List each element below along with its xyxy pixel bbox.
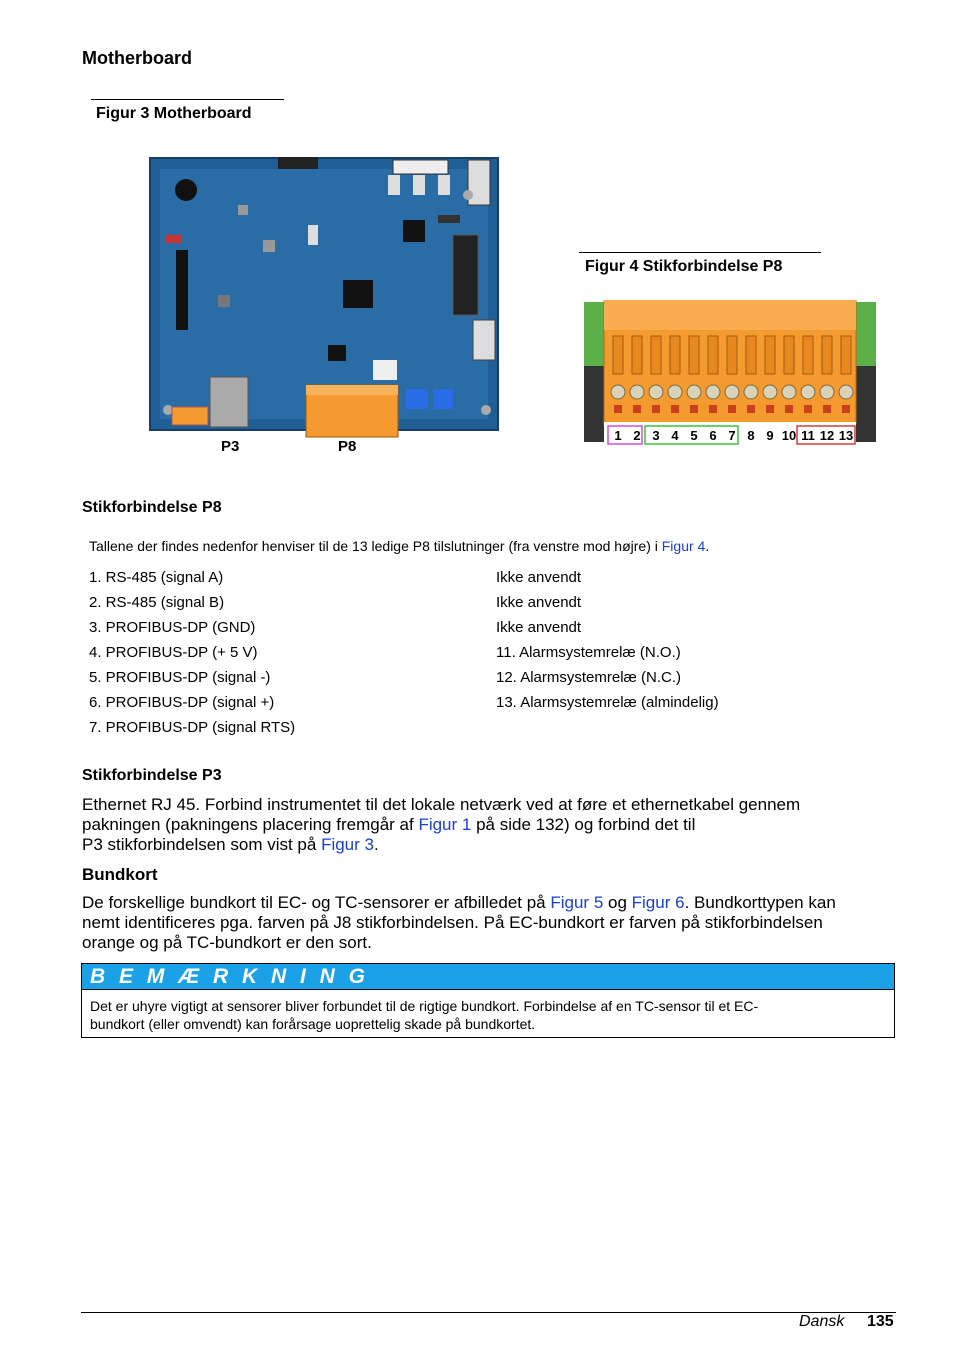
pin-number: 4 — [671, 428, 679, 443]
pin-slot — [670, 336, 680, 374]
pin-screw — [839, 385, 853, 399]
pin-hole — [842, 405, 850, 413]
list-item: 12. Alarmsystemrelæ (N.C.) — [496, 669, 682, 686]
list-item: 11. Alarmsystemrelæ (N.O.) — [496, 644, 681, 661]
pin-slot — [841, 336, 851, 374]
pin-slot — [746, 336, 756, 374]
list-item: 2. RS-485 (signal B) — [89, 594, 225, 611]
pin-number: 2 — [633, 428, 641, 443]
list-item: 7. PROFIBUS-DP (signal RTS) — [89, 719, 296, 736]
link-figur-6[interactable]: Figur 6 — [631, 893, 685, 912]
section-heading-bundkort: Bundkort — [82, 865, 158, 884]
p8-pin-list-right — [496, 569, 719, 719]
list-item: 13. Alarmsystemrelæ (almindelig) — [496, 694, 719, 711]
pin-slot — [689, 336, 699, 374]
pin-hole — [633, 405, 641, 413]
section-heading-p8: Stikforbindelse P8 — [82, 499, 222, 516]
pin-screw — [649, 385, 663, 399]
pin-hole — [614, 405, 622, 413]
link-figur-3[interactable]: Figur 3 — [321, 835, 374, 854]
note-box — [81, 963, 895, 1038]
bundkort-line-1: De forskellige bundkort til EC- og TC-sensorer er afbilledet på Figur 5 og Figur 6. Bundkorttypen kan — [82, 893, 836, 912]
p3-line-3: P3 stikforbindelsen som vist på Figur 3. — [82, 835, 379, 854]
pin-slot — [765, 336, 775, 374]
pin-screw — [687, 385, 701, 399]
pin-number: 3 — [652, 428, 660, 443]
pin-number: 11 — [801, 428, 815, 443]
note-body — [82, 990, 894, 1033]
list-item: 4. PROFIBUS-DP (+ 5 V) — [89, 644, 258, 661]
section-heading-p3: Stikforbindelse P3 — [82, 767, 222, 784]
list-item: Ikke anvendt — [496, 594, 582, 611]
list-item: 6. PROFIBUS-DP (signal +) — [89, 694, 275, 711]
link-figur-4[interactable]: Figur 4 — [661, 538, 706, 554]
fig3-caption-rule — [91, 99, 284, 100]
pin-number: 12 — [819, 428, 835, 443]
pin-screw — [668, 385, 682, 399]
pin-number: 7 — [728, 428, 736, 443]
link-figur-5[interactable]: Figur 5 — [550, 893, 604, 912]
pin-slot — [822, 336, 832, 374]
list-item: 3. PROFIBUS-DP (GND) — [89, 619, 256, 636]
pin-number: 13 — [838, 428, 854, 443]
footer-language: Dansk — [799, 1313, 845, 1330]
pin-slot — [784, 336, 794, 374]
fig3-caption: Figur 3 Motherboard — [96, 105, 252, 122]
bundkort-paragraph — [82, 893, 902, 953]
pin-hole — [652, 405, 660, 413]
fig4-caption: Figur 4 Stikforbindelse P8 — [585, 258, 783, 275]
note-line-1: Det er uhyre vigtigt at sensorer bliver forbundet til de rigtige bundkort. Forbindelse af en TC-sensor til et EC- — [90, 998, 759, 1014]
pin-hole — [690, 405, 698, 413]
pin-screw — [725, 385, 739, 399]
pin-screw — [630, 385, 644, 399]
pin-screw — [744, 385, 758, 399]
bundkort-line-3: orange og på TC-bundkort er den sort. — [82, 933, 372, 952]
pin-hole — [804, 405, 812, 413]
section-heading-motherboard: Motherboard — [82, 48, 192, 68]
pin-screw — [782, 385, 796, 399]
p8-intro-end: . — [705, 538, 710, 554]
pin-hole — [728, 405, 736, 413]
page-number: 135 — [867, 1313, 894, 1330]
pin-slot — [803, 336, 813, 374]
pin-hole — [823, 405, 831, 413]
p3-line-2: pakningen (pakningens placering fremgår af Figur 1 på side 132) og forbind det til — [82, 815, 696, 834]
label-p8: P8 — [338, 438, 357, 455]
pin-hole — [709, 405, 717, 413]
p8-intro-text: Tallene der findes nedenfor henviser til de 13 ledige P8 tilslutninger (fra venstre mod højre) i — [89, 538, 662, 554]
pin-screw — [763, 385, 777, 399]
fig4-caption-rule — [579, 252, 821, 253]
pin-screw — [801, 385, 815, 399]
p8-intro — [89, 538, 709, 554]
list-item: 5. PROFIBUS-DP (signal -) — [89, 669, 271, 686]
p3-paragraph — [82, 795, 902, 855]
pin-slot — [651, 336, 661, 374]
pin-slot — [613, 336, 623, 374]
pin-screw — [706, 385, 720, 399]
pin-number: 1 — [614, 428, 622, 443]
pin-number: 5 — [690, 428, 698, 443]
pin-hole — [785, 405, 793, 413]
pin-screw — [820, 385, 834, 399]
bundkort-line-2: nemt identificeres pga. farven på J8 stikforbindelsen. På EC-bundkort er farven på stikforbindelsen — [82, 913, 823, 932]
label-p3: P3 — [221, 438, 240, 455]
p8-pin-list-left — [89, 569, 295, 744]
footer-rule — [81, 1312, 896, 1313]
list-item: Ikke anvendt — [496, 569, 582, 586]
pin-slot — [708, 336, 718, 374]
pin-screw — [611, 385, 625, 399]
pin-hole — [747, 405, 755, 413]
pin-number: 10 — [781, 428, 797, 443]
pin-number: 6 — [709, 428, 717, 443]
note-line-2: bundkort (eller omvendt) kan forårsage uoprettelig skade på bundkortet. — [90, 1016, 536, 1032]
pin-slot — [727, 336, 737, 374]
p3-line-1: Ethernet RJ 45. Forbind instrumentet til det lokale netværk ved at føre et ethernetkabel gennem — [82, 795, 801, 814]
note-title: B E M Æ R K N I N G — [82, 964, 894, 990]
pin-slot — [632, 336, 642, 374]
motherboard-image — [148, 155, 500, 455]
pin-number: 9 — [766, 428, 774, 443]
pin-number: 8 — [747, 428, 755, 443]
list-item: Ikke anvendt — [496, 619, 582, 636]
pin-hole — [671, 405, 679, 413]
list-item: 1. RS-485 (signal A) — [89, 569, 224, 586]
pin-hole — [766, 405, 774, 413]
p8-connector-image — [584, 300, 878, 448]
link-figur-1[interactable]: Figur 1 — [418, 815, 472, 834]
